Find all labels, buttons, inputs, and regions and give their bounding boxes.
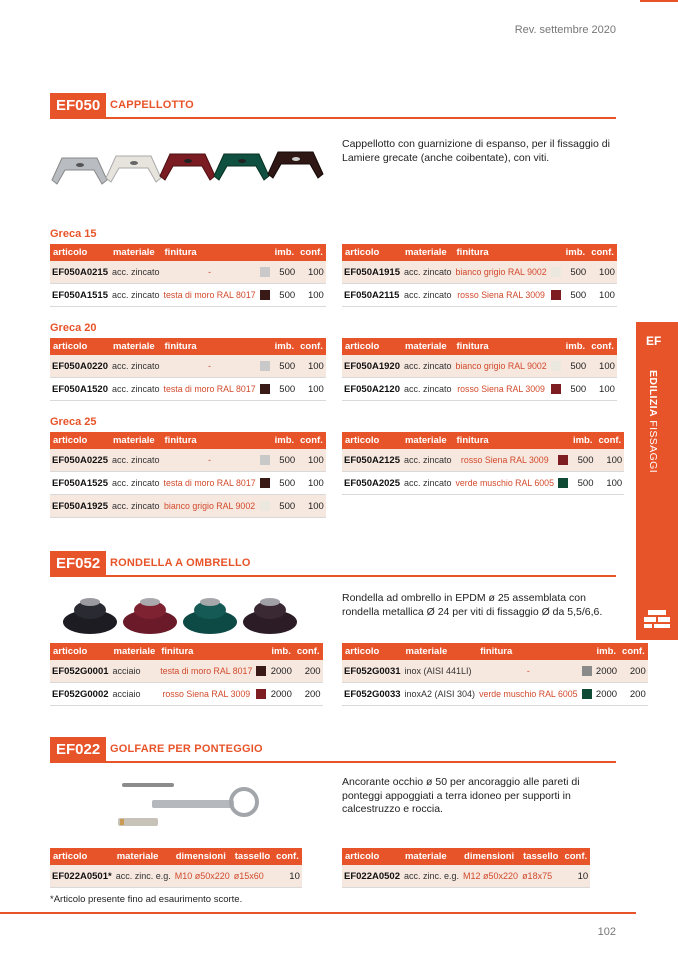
ef022-table-left <box>50 848 302 888</box>
cell-articolo: EF022A0502 <box>342 865 402 888</box>
col-imb: imb. <box>272 244 298 261</box>
col-materiale: materiale <box>114 848 173 865</box>
cell-conf: 100 <box>297 472 326 495</box>
col-finitura: finitura <box>158 643 254 660</box>
color-swatch <box>260 361 270 371</box>
cell-conf: 100 <box>588 261 617 284</box>
cell-swatch <box>254 683 268 706</box>
cell-imb: 500 <box>272 284 298 307</box>
greca-15-table-right <box>342 244 617 307</box>
cell-materiale: acc. zincato <box>110 355 162 378</box>
ef050-description: Cappellotto con guarnizione di espanso, per il fissaggio di Lamiere grecate (anche coibentate), con viti. <box>342 138 610 164</box>
bricks-icon <box>644 610 670 628</box>
table-header-row <box>342 432 624 449</box>
cell-materiale: acc. zincato <box>110 284 162 307</box>
color-swatch <box>582 666 592 676</box>
revision-date: Rev. settembre 2020 <box>514 24 616 36</box>
cell-conf: 10 <box>273 865 302 888</box>
table-row <box>342 683 648 706</box>
cell-materiale: acc. zincato <box>110 495 162 518</box>
side-tab-code: EF <box>646 334 662 348</box>
col-conf: conf. <box>297 338 326 355</box>
cell-finitura: verde muschio RAL 6005 <box>454 472 556 495</box>
col-tassello: tassello <box>232 848 273 865</box>
bottom-rule <box>0 912 636 914</box>
table-row <box>342 284 617 307</box>
color-swatch <box>260 455 270 465</box>
ef052-table-left <box>50 643 323 706</box>
section-header-ef022 <box>50 737 616 763</box>
section-code: EF050 <box>50 93 106 119</box>
side-tab-edilizia <box>636 322 678 640</box>
cell-articolo: EF050A1525 <box>50 472 110 495</box>
cell-materiale: inox (AISI 441LI) <box>403 660 478 683</box>
cell-materiale: acc. zincato <box>402 378 454 401</box>
col-articolo: articolo <box>342 643 403 660</box>
table-row <box>342 355 617 378</box>
cell-articolo: EF052G0002 <box>50 683 111 706</box>
top-accent-line <box>640 0 678 2</box>
cell-dimensioni: M10 ø50x220 <box>173 865 232 888</box>
cell-finitura: testa di moro RAL 8017 <box>162 284 258 307</box>
greca-15-label: Greca 15 <box>50 228 97 240</box>
table-header-row <box>342 643 648 660</box>
table-header-row <box>50 338 326 355</box>
color-swatch <box>551 290 561 300</box>
color-swatch <box>260 501 270 511</box>
cell-finitura: verde muschio RAL 6005 <box>477 683 579 706</box>
col-materiale: materiale <box>402 338 454 355</box>
cell-finitura: - <box>162 355 258 378</box>
section-header-ef052 <box>50 551 616 577</box>
color-swatch <box>558 478 568 488</box>
table-row <box>50 683 323 706</box>
col-finitura: finitura <box>162 338 258 355</box>
cell-materiale: acc. zincato <box>402 284 454 307</box>
cell-articolo: EF052G0031 <box>342 660 403 683</box>
col-swatch <box>254 643 268 660</box>
cell-conf: 200 <box>294 683 323 706</box>
cell-swatch <box>580 683 594 706</box>
greca-15-table-left <box>50 244 326 307</box>
cell-articolo: EF050A0220 <box>50 355 110 378</box>
cell-imb: 2000 <box>594 683 620 706</box>
cell-materiale: acc. zincato <box>110 378 162 401</box>
cell-conf: 200 <box>619 660 648 683</box>
col-articolo: articolo <box>342 338 402 355</box>
col-imb: imb. <box>563 244 589 261</box>
col-articolo: articolo <box>50 643 111 660</box>
cell-materiale: acc. zincato <box>110 449 162 472</box>
section-header-ef050 <box>50 93 616 119</box>
col-materiale: materiale <box>110 432 162 449</box>
cell-imb: 500 <box>563 355 589 378</box>
cell-conf: 100 <box>588 284 617 307</box>
cell-finitura: rosso Siena RAL 3009 <box>454 378 549 401</box>
col-finitura: finitura <box>477 643 579 660</box>
cell-imb: 500 <box>563 284 589 307</box>
side-tab-label-bold: EDILIZIA <box>647 370 659 417</box>
col-swatch <box>258 432 272 449</box>
cell-materiale: acc. zinc. e.g. <box>402 865 461 888</box>
cell-imb: 500 <box>272 495 298 518</box>
cell-imb: 2000 <box>268 683 294 706</box>
cell-articolo: EF050A1515 <box>50 284 110 307</box>
cell-materiale: inoxA2 (AISI 304) <box>403 683 478 706</box>
col-articolo: articolo <box>50 244 110 261</box>
table-row <box>342 378 617 401</box>
col-conf: conf. <box>294 643 323 660</box>
greca-20-table-left <box>50 338 326 401</box>
cell-conf: 200 <box>619 683 648 706</box>
table-row <box>50 865 302 888</box>
col-swatch <box>258 244 272 261</box>
col-conf: conf. <box>561 848 590 865</box>
cell-materiale: acciaio <box>111 683 159 706</box>
greca-25-table-left <box>50 432 326 518</box>
cell-swatch <box>258 355 272 378</box>
section-title: RONDELLA A OMBRELLO <box>110 557 251 569</box>
col-materiale: materiale <box>402 244 454 261</box>
ef022-description: Ancorante occhio ø 50 per ancoraggio alle pareti di ponteggi appoggiati a terra idoneo per supporti in calcestruzzo e roccia. <box>342 776 580 815</box>
col-imb: imb. <box>268 643 294 660</box>
cell-conf: 100 <box>588 355 617 378</box>
cell-imb: 500 <box>272 378 298 401</box>
table-row <box>50 449 326 472</box>
cell-tassello: ø18x75 <box>520 865 561 888</box>
table-row <box>50 472 326 495</box>
cell-imb: 500 <box>570 472 596 495</box>
col-articolo: articolo <box>50 338 110 355</box>
cell-swatch <box>580 660 594 683</box>
col-materiale: materiale <box>402 432 454 449</box>
col-conf: conf. <box>619 643 648 660</box>
col-articolo: articolo <box>50 432 110 449</box>
col-finitura: finitura <box>162 244 258 261</box>
cell-imb: 2000 <box>594 660 620 683</box>
ef022-table-right <box>342 848 590 888</box>
cell-articolo: EF052G0001 <box>50 660 111 683</box>
section-title: CAPPELLOTTO <box>110 99 194 111</box>
color-swatch <box>551 267 561 277</box>
cell-dimensioni: M12 ø50x220 <box>461 865 520 888</box>
cell-conf: 10 <box>561 865 590 888</box>
cell-imb: 500 <box>563 261 589 284</box>
table-header-row <box>50 244 326 261</box>
color-swatch <box>256 666 266 676</box>
color-swatch <box>260 290 270 300</box>
col-conf: conf. <box>588 244 617 261</box>
cappellotto-product-image <box>48 142 330 198</box>
cell-tassello: ø15x60 <box>232 865 273 888</box>
cell-imb: 500 <box>272 472 298 495</box>
cell-finitura: - <box>162 449 258 472</box>
cell-swatch <box>258 449 272 472</box>
col-conf: conf. <box>297 432 326 449</box>
cell-imb: 500 <box>563 378 589 401</box>
cell-materiale: acc. zinc. e.g. <box>114 865 173 888</box>
color-swatch <box>551 384 561 394</box>
cell-articolo: EF050A2025 <box>342 472 402 495</box>
col-conf: conf. <box>273 848 302 865</box>
col-swatch <box>549 244 563 261</box>
cell-articolo: EF050A2125 <box>342 449 402 472</box>
section-rule <box>50 575 616 577</box>
cell-materiale: acc. zincato <box>110 472 162 495</box>
cell-conf: 100 <box>588 378 617 401</box>
table-row <box>342 472 624 495</box>
cell-finitura: - <box>477 660 579 683</box>
col-articolo: articolo <box>342 244 402 261</box>
cell-conf: 100 <box>297 449 326 472</box>
table-row <box>50 495 326 518</box>
cell-imb: 500 <box>272 449 298 472</box>
greca-25-label: Greca 25 <box>50 416 97 428</box>
cell-articolo: EF050A2120 <box>342 378 402 401</box>
side-tab-label <box>647 370 659 473</box>
col-finitura: finitura <box>454 432 556 449</box>
cell-swatch <box>254 660 268 683</box>
cell-conf: 100 <box>297 378 326 401</box>
cell-imb: 2000 <box>268 660 294 683</box>
cell-materiale: acc. zincato <box>110 261 162 284</box>
cell-articolo: EF052G0033 <box>342 683 403 706</box>
cell-swatch <box>556 472 570 495</box>
col-materiale: materiale <box>110 244 162 261</box>
col-articolo: articolo <box>342 848 402 865</box>
col-tassello: tassello <box>520 848 561 865</box>
cell-materiale: acciaio <box>111 660 159 683</box>
section-rule <box>50 761 616 763</box>
greca-20-label: Greca 20 <box>50 322 97 334</box>
rondella-product-image <box>60 590 320 640</box>
cell-articolo: EF022A0501* <box>50 865 114 888</box>
cell-finitura: rosso Siena RAL 3009 <box>454 284 549 307</box>
cell-swatch <box>549 284 563 307</box>
col-materiale: materiale <box>111 643 159 660</box>
cell-imb: 500 <box>570 449 596 472</box>
col-materiale: materiale <box>402 848 461 865</box>
cell-finitura: rosso Siena RAL 3009 <box>158 683 254 706</box>
table-header-row <box>342 244 617 261</box>
table-row <box>342 261 617 284</box>
cell-conf: 100 <box>297 261 326 284</box>
cell-finitura: rosso Siena RAL 3009 <box>454 449 556 472</box>
col-finitura: finitura <box>454 338 549 355</box>
col-conf: conf. <box>596 432 625 449</box>
color-swatch <box>551 361 561 371</box>
cell-materiale: acc. zincato <box>402 472 454 495</box>
cell-materiale: acc. zincato <box>402 449 454 472</box>
ef052-description: Rondella ad ombrello in EPDM ø 25 assemblata con rondella metallica Ø 24 per viti di fissaggio Ø da 5,5/6,6. <box>342 592 603 618</box>
cell-swatch <box>549 261 563 284</box>
col-articolo: articolo <box>50 848 114 865</box>
col-materiale: materiale <box>403 643 478 660</box>
col-conf: conf. <box>588 338 617 355</box>
side-tab-label-rest: FISSAGGI <box>647 416 659 474</box>
col-materiale: materiale <box>110 338 162 355</box>
cell-finitura: testa di moro RAL 8017 <box>162 378 258 401</box>
col-conf: conf. <box>297 244 326 261</box>
cell-swatch <box>549 378 563 401</box>
cell-articolo: EF050A0215 <box>50 261 110 284</box>
col-swatch <box>549 338 563 355</box>
cell-swatch <box>258 495 272 518</box>
cell-conf: 100 <box>596 472 625 495</box>
table-row <box>50 660 323 683</box>
table-header-row <box>342 848 590 865</box>
col-dimensioni: dimensioni <box>461 848 520 865</box>
table-row <box>50 261 326 284</box>
cell-finitura: bianco grigio RAL 9002 <box>454 355 549 378</box>
cell-swatch <box>556 449 570 472</box>
col-finitura: finitura <box>162 432 258 449</box>
col-swatch <box>580 643 594 660</box>
cell-swatch <box>258 284 272 307</box>
section-rule <box>50 117 616 119</box>
col-swatch <box>556 432 570 449</box>
golfare-product-image <box>112 780 272 836</box>
cell-conf: 200 <box>294 660 323 683</box>
cell-conf: 100 <box>297 495 326 518</box>
cell-articolo: EF050A1915 <box>342 261 402 284</box>
table-header-row <box>50 432 326 449</box>
color-swatch <box>558 455 568 465</box>
cell-finitura: testa di moro RAL 8017 <box>158 660 254 683</box>
cell-finitura: - <box>162 261 258 284</box>
cell-imb: 500 <box>272 355 298 378</box>
table-row <box>50 284 326 307</box>
greca-25-table-right <box>342 432 624 495</box>
cell-finitura: bianco grigio RAL 9002 <box>162 495 258 518</box>
cell-swatch <box>258 472 272 495</box>
col-imb: imb. <box>594 643 620 660</box>
cell-swatch <box>258 261 272 284</box>
section-code: EF052 <box>50 551 106 577</box>
cell-articolo: EF050A2115 <box>342 284 402 307</box>
table-row <box>342 660 648 683</box>
cell-materiale: acc. zincato <box>402 355 454 378</box>
col-imb: imb. <box>272 338 298 355</box>
color-swatch <box>582 689 592 699</box>
page-number: 102 <box>597 926 616 938</box>
col-imb: imb. <box>272 432 298 449</box>
cell-articolo: EF050A1520 <box>50 378 110 401</box>
color-swatch <box>260 478 270 488</box>
table-header-row <box>50 848 302 865</box>
section-code: EF022 <box>50 737 106 763</box>
col-articolo: articolo <box>342 432 402 449</box>
cell-articolo: EF050A0225 <box>50 449 110 472</box>
section-title: GOLFARE PER PONTEGGIO <box>110 743 263 755</box>
color-swatch <box>260 267 270 277</box>
ef052-table-right <box>342 643 648 706</box>
cell-finitura: testa di moro RAL 8017 <box>162 472 258 495</box>
cell-imb: 500 <box>272 261 298 284</box>
cell-conf: 100 <box>297 284 326 307</box>
col-imb: imb. <box>570 432 596 449</box>
color-swatch <box>260 384 270 394</box>
table-row <box>342 865 590 888</box>
cell-articolo: EF050A1920 <box>342 355 402 378</box>
cell-conf: 100 <box>297 355 326 378</box>
table-row <box>50 378 326 401</box>
cell-articolo: EF050A1925 <box>50 495 110 518</box>
table-row <box>50 355 326 378</box>
table-row <box>342 449 624 472</box>
col-swatch <box>258 338 272 355</box>
col-finitura: finitura <box>454 244 549 261</box>
table-header-row <box>342 338 617 355</box>
cell-swatch <box>258 378 272 401</box>
color-swatch <box>256 689 266 699</box>
footnote: *Articolo presente fino ad esaurimento scorte. <box>50 894 243 905</box>
cell-swatch <box>549 355 563 378</box>
greca-20-table-right <box>342 338 617 401</box>
cell-materiale: acc. zincato <box>402 261 454 284</box>
col-imb: imb. <box>563 338 589 355</box>
col-dimensioni: dimensioni <box>173 848 232 865</box>
table-header-row <box>50 643 323 660</box>
cell-finitura: bianco grigio RAL 9002 <box>454 261 549 284</box>
cell-conf: 100 <box>596 449 625 472</box>
